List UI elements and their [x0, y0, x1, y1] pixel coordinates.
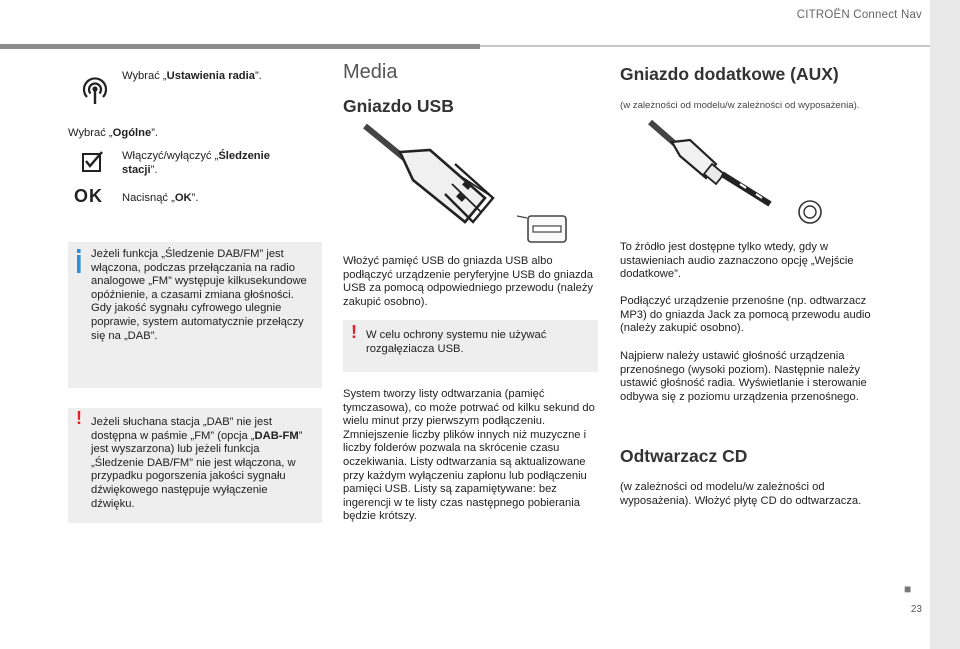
top-rule-light — [480, 45, 930, 47]
header-brand: CITROËN Connect Nav — [796, 9, 922, 21]
usb-plug-illustration — [345, 122, 595, 250]
aux-paragraph-1: To źródło jest dostępne tylko wtedy, gdy w ustawieniach audio zaznaczono opcję „Wejście dodatkowe”. — [620, 241, 854, 281]
media-heading: Media — [343, 61, 398, 83]
info-icon — [75, 249, 83, 273]
usb-paragraph-1: Włożyć pamięć USB do gniazda USB albo podłączyć urządzenie peryferyjne USB do gniazda USB za pomocą odpowiedniego przewodu (należy zakupić osobno). — [343, 255, 594, 308]
checkbox-icon — [80, 150, 104, 174]
usb-heading: Gniazdo USB — [343, 96, 454, 116]
cd-heading: Odtwarzacz CD — [620, 446, 748, 466]
warning-note-text: Jeżeli słuchana stacja „DAB” nie jest dostępna w paśmie „FM” (opcja „DAB-FM” jest wyszarzona) lub jeżeli funkcja „Śledzenie DAB/FM” nie jest włączona, w przypadku pogorszenia jakości sygnału dźwiękowego następuje wyłączenie dźwięku. — [91, 416, 303, 510]
usb-warning-icon: ! — [351, 322, 357, 342]
aux-availability-note: (w zależności od modelu/w zależności od wyposażenia). — [620, 100, 860, 111]
page-number: 23 — [910, 604, 922, 615]
warning-icon: ! — [76, 408, 82, 428]
aux-heading: Gniazdo dodatkowe (AUX) — [620, 64, 839, 84]
radio-settings-icon — [78, 73, 112, 107]
usb-paragraph-2: System tworzy listy odtwarzania (pamięć tymczasowa), co może potrwać od kilku sekund do wielu minut przy pierwszym podłączeniu. Zmniejszenie liczby plików innych niż muzyczne i liczby folderów pozwala na skrócenie czasu oczekiwania. Listy odtwarzania są aktualizowane przy każdym wyłączeniu zapłonu lub podłączeniu pamięci USB. Listy są zapamiętywane: bez ingerencji w te listy czas następnego pobierania będzie krótszy. — [343, 388, 595, 523]
info-note-text: Jeżeli funkcja „Śledzenie DAB/FM” jest włączona, podczas przełączania na radio analogowe „FM” występuje kilkusekundowe opóźnienie, a czasami zmiana głośności. Gdy jakość sygnału cyfrowego ulegnie poprawie, system automatycznie przełączy się na „DAB”. — [91, 248, 307, 342]
right-edge-strip — [930, 0, 960, 649]
top-rule-dark — [0, 44, 480, 49]
cd-paragraph: (w zależności od modelu/w zależności od wyposażenia). Włożyć płytę CD do odtwarzacza. — [620, 481, 862, 507]
step-ok: Nacisnąć „OK”. — [122, 192, 199, 204]
usb-warning-text: W celu ochrony systemu nie używać rozgałęziacza USB. — [366, 329, 547, 355]
jack-plug-illustration — [620, 120, 830, 228]
step-radio-settings: Wybrać „Ustawienia radia”. — [122, 70, 262, 82]
aux-paragraph-2: Podłączyć urządzenie przenośne (np. odtwarzacz MP3) do gniazda Jack za pomocą przewodu audio (należy zakupić osobno). — [620, 295, 871, 335]
step-station-tracking: Włączyć/wyłączyć „Śledzenie stacji”. — [122, 150, 270, 176]
step-general: Wybrać „Ogólne”. — [68, 127, 159, 139]
ok-label: OK — [74, 186, 103, 206]
continue-mark: ■ — [904, 582, 912, 596]
aux-paragraph-3: Najpierw należy ustawić głośność urządzenia przenośnego (wysoki poziom). Następnie należy ustawić głośność radia. Wyświetlanie i sterowanie odbywa się z poziomu urządzenia przenośnego. — [620, 350, 867, 403]
